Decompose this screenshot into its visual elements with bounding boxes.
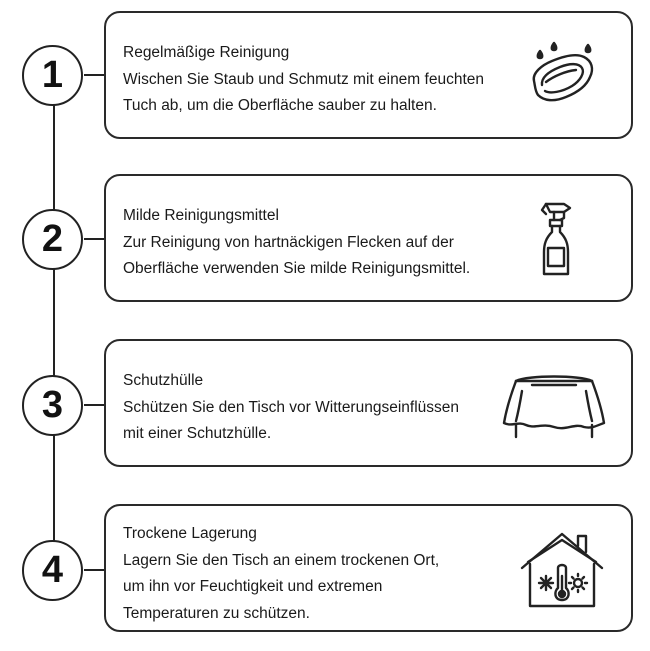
step-description-line: Temperaturen zu schützen. — [123, 604, 310, 622]
step-text-2 — [123, 203, 523, 283]
connector-1 — [84, 74, 106, 76]
step-number-2: 2 — [22, 209, 83, 270]
wet-cloth-icon — [524, 35, 604, 115]
step-number-1: 1 — [22, 45, 83, 106]
step-description-line: Schützen Sie den Tisch vor Witterungseinflüssen — [123, 398, 460, 416]
step-number-4: 4 — [22, 540, 83, 601]
step-text-1 — [123, 40, 523, 120]
step-title: Schutzhülle — [123, 372, 204, 389]
step-description-line: Lagern Sie den Tisch an einem trockenen Ort, — [123, 551, 440, 569]
step-title: Trockene Lagerung — [123, 525, 257, 542]
step-text-3 — [123, 368, 523, 448]
connector-3 — [84, 404, 106, 406]
timeline-line — [53, 75, 55, 572]
connector-2 — [84, 238, 106, 240]
step-number-3: 3 — [22, 375, 83, 436]
step-card-2 — [104, 174, 633, 302]
step-description-line: Wischen Sie Staub und Schmutz mit einem feuchten — [123, 70, 484, 88]
step-description-line: mit einer Schutzhülle. — [123, 425, 272, 442]
covered-table-icon — [498, 361, 610, 445]
step-description-line: Zur Reinigung von hartnäckigen Flecken auf der — [123, 233, 454, 251]
step-text-4 — [123, 521, 523, 627]
house-climate-icon — [516, 528, 608, 612]
step-card-3 — [104, 339, 633, 467]
step-description-line: Oberfläche verwenden Sie milde Reinigungsmittel. — [123, 260, 471, 277]
step-title: Milde Reinigungsmittel — [123, 207, 279, 224]
connector-4 — [84, 569, 106, 571]
step-card-4 — [104, 504, 633, 632]
step-description-line: Tuch ab, um die Oberfläche sauber zu halten. — [123, 97, 437, 114]
step-card-1 — [104, 11, 633, 139]
step-title: Regelmäßige Reinigung — [123, 44, 290, 61]
step-description-line: um ihn vor Feuchtigkeit und extremen — [123, 578, 383, 595]
spray-bottle-icon — [520, 198, 600, 278]
